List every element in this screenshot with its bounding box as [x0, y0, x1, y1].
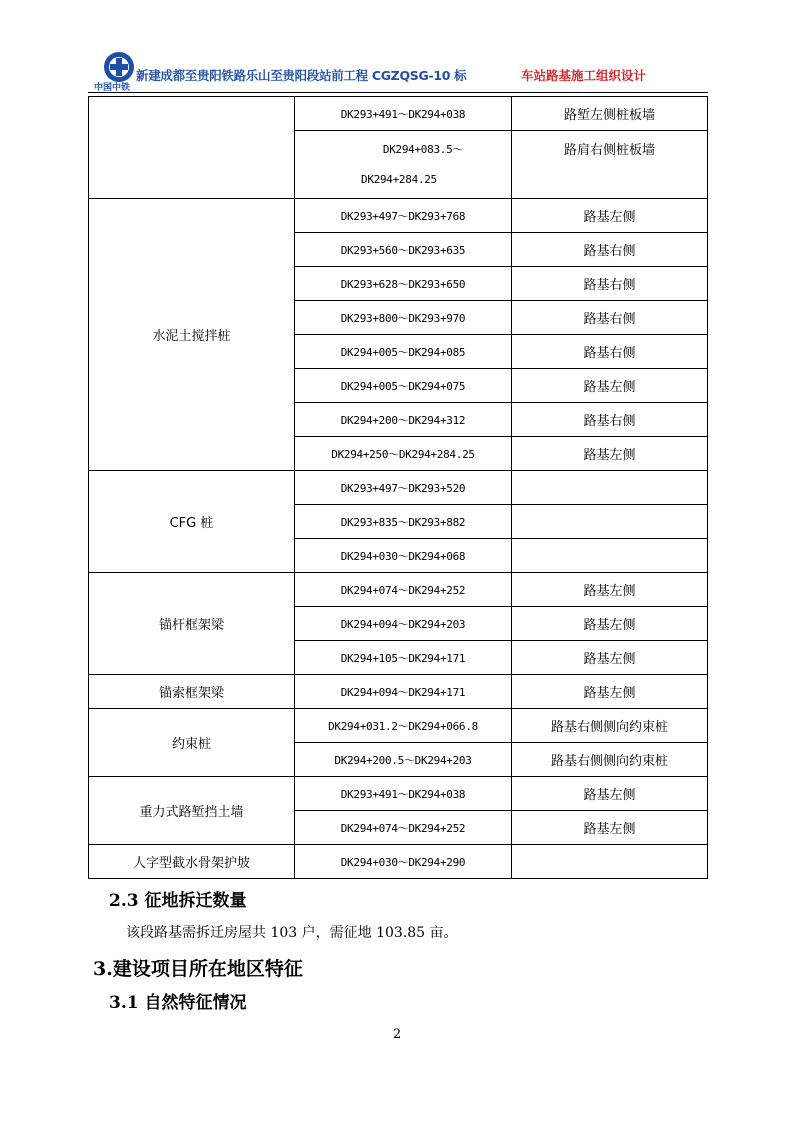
subgrade-works-table [88, 96, 708, 879]
position-note-cell: 路基左侧 [512, 675, 708, 709]
position-note-cell: 路基左侧 [512, 777, 708, 811]
section-3-1-heading: 3.1 自然特征情况 [109, 993, 247, 1013]
table-row [89, 97, 708, 131]
position-note-cell: 路基右侧 [512, 403, 708, 437]
page-header [88, 48, 708, 94]
mileage-range-cell: DK294+005～DK294+075 [295, 369, 512, 403]
table-row [89, 709, 708, 743]
position-note-cell: 路堑左侧桩板墙 [512, 97, 708, 131]
position-note-cell: 路基右侧 [512, 335, 708, 369]
position-note-cell: 路基左侧 [512, 573, 708, 607]
position-note-cell: 路基左侧 [512, 607, 708, 641]
position-note-cell: 路基右侧 [512, 301, 708, 335]
position-note-cell: 路基右侧侧向约束桩 [512, 743, 708, 777]
header-divider [88, 92, 708, 93]
work-category-cell: CFG 桩 [89, 471, 295, 573]
work-category-cell [89, 97, 295, 199]
position-note-cell: 路基左侧 [512, 437, 708, 471]
position-note-cell [512, 471, 708, 505]
mileage-range-line1: DK294+083.5～ [382, 142, 464, 156]
table-row [89, 199, 708, 233]
mileage-range-cell: DK294+250～DK294+284.25 [295, 437, 512, 471]
page-number: 2 [392, 1027, 402, 1042]
mileage-range-cell: DK294+094～DK294+203 [295, 607, 512, 641]
header-document-name: 车站路基施工组织设计 [520, 68, 646, 83]
mileage-range-cell: DK294+200.5～DK294+203 [295, 743, 512, 777]
mileage-range-cell: DK293+491～DK294+038 [295, 97, 512, 131]
table-row [89, 471, 708, 505]
position-note-cell: 路基左侧 [512, 641, 708, 675]
position-note-cell: 路基右侧 [512, 233, 708, 267]
mileage-range-cell: DK293+835～DK293+882 [295, 505, 512, 539]
position-note-cell: 路肩右侧桩板墙 [512, 131, 708, 199]
mileage-range-cell: DK293+800～DK293+970 [295, 301, 512, 335]
section-2-3-text: 该段路基需拆迁房屋共 103 户，需征地 103.85 亩。 [126, 925, 458, 941]
mileage-range-cell: DK294+074～DK294+252 [295, 573, 512, 607]
mileage-range-cell: DK293+491～DK294+038 [295, 777, 512, 811]
mileage-range-line2: DK294+284.25 [361, 172, 437, 186]
table-row [89, 777, 708, 811]
table-row [89, 845, 708, 879]
mileage-range-cell: DK294+030～DK294+068 [295, 539, 512, 573]
position-note-cell [512, 845, 708, 879]
logo-caption: 中国中铁 [94, 83, 131, 93]
mileage-range-cell: DK293+628～DK293+650 [295, 267, 512, 301]
header-title: 新建成都至贵阳铁路乐山至贵阳段站前工程 CGZQSG-10 标 [136, 68, 467, 83]
section-3-heading: 3.建设项目所在地区特征 [93, 958, 303, 980]
position-note-cell: 路基右侧侧向约束桩 [512, 709, 708, 743]
mileage-range-cell: DK293+497～DK293+768 [295, 199, 512, 233]
table-row [89, 573, 708, 607]
mileage-range-cell: DK294+005～DK294+085 [295, 335, 512, 369]
work-category-cell: 锚杆框架梁 [89, 573, 295, 675]
mileage-range-cell: DK294+094～DK294+171 [295, 675, 512, 709]
mileage-range-cell: DK294+200～DK294+312 [295, 403, 512, 437]
mileage-range-cell: DK293+497～DK293+520 [295, 471, 512, 505]
mileage-range-cell [295, 131, 512, 199]
work-category-cell: 约束桩 [89, 709, 295, 777]
mileage-range-cell: DK294+105～DK294+171 [295, 641, 512, 675]
position-note-cell [512, 539, 708, 573]
table-row [89, 675, 708, 709]
section-2-3-heading: 2.3 征地拆迁数量 [109, 891, 247, 911]
work-category-cell: 人字型截水骨架护坡 [89, 845, 295, 879]
work-category-cell: 锚索框架梁 [89, 675, 295, 709]
work-category-cell: 水泥土搅拌桩 [89, 199, 295, 471]
mileage-range-cell: DK294+031.2～DK294+066.8 [295, 709, 512, 743]
position-note-cell: 路基右侧 [512, 267, 708, 301]
work-category-cell: 重力式路堑挡土墙 [89, 777, 295, 845]
position-note-cell [512, 505, 708, 539]
position-note-cell: 路基左侧 [512, 199, 708, 233]
position-note-cell: 路基左侧 [512, 369, 708, 403]
position-note-cell: 路基左侧 [512, 811, 708, 845]
mileage-range-cell: DK294+074～DK294+252 [295, 811, 512, 845]
mileage-range-cell: DK294+030～DK294+290 [295, 845, 512, 879]
mileage-range-cell: DK293+560～DK293+635 [295, 233, 512, 267]
